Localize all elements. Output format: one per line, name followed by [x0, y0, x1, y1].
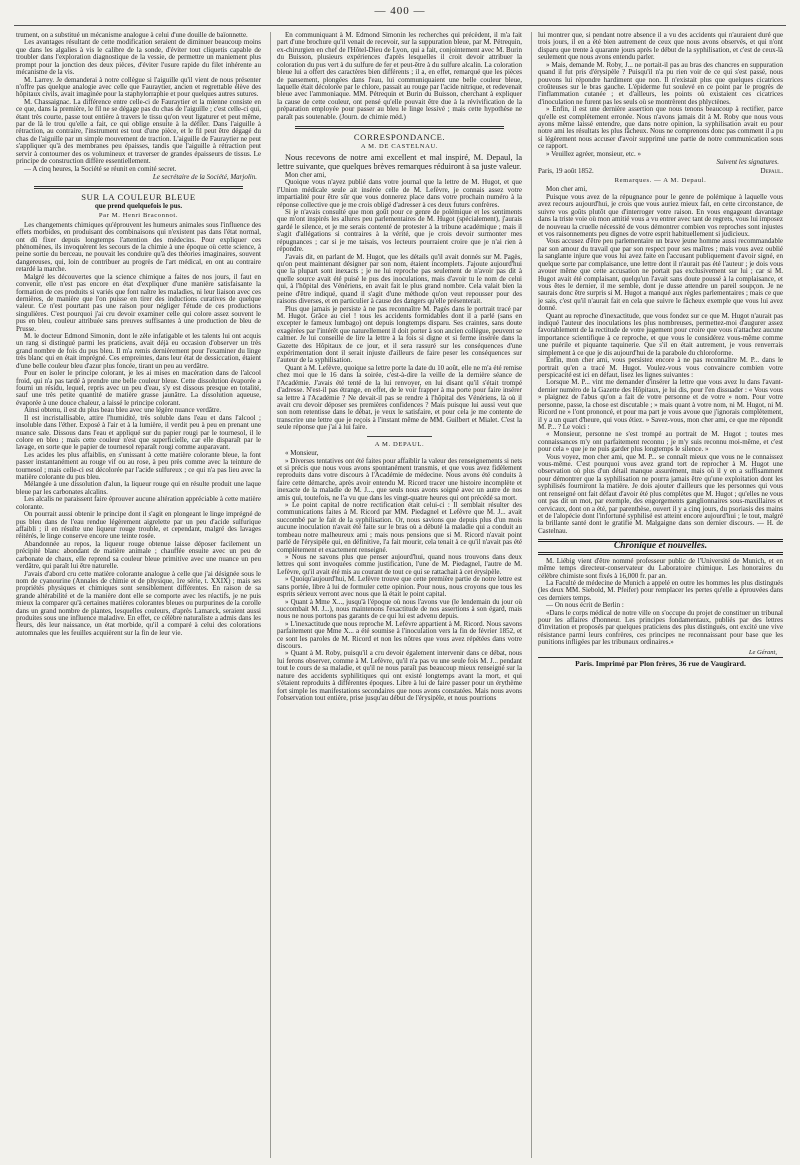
- lead-paragraph: Nous recevons de notre ami excellent et mal inspiré, M. Depaul, la lettre suivante, que quelques brèves remarques réduiront à sa juste valeur.: [277, 152, 522, 171]
- paragraph: Mon cher ami,: [285, 170, 327, 179]
- paragraph: » Enfin, il est une dernière assertion que nous tenons beaucoup à rectifier, parce qu'elle est complètement erronée. Nous n'avons jamais dit à M. Roby que nous vous ayons même laissé entendre, que dans notre opinion, la syphilisation avait eu pour notre ami les résultats les plus fâcheux. Nous ne comprenons donc pas comment il a pu si légèrement nous accuser d'avoir supprimé une partie de notre communication sous ce rapport.: [538, 105, 783, 151]
- column-2: [277, 32, 522, 1160]
- paragraph: « Monsieur,: [285, 449, 319, 458]
- paragraph: — On nous écrit de Berlin :: [546, 601, 624, 610]
- paragraph: lui montrer que, si pendant notre absence il a vu des accidents qui n'auraient duré que trois jours, il en a été bien autrement de ceux que nous avons observés, et qui n'ont disparu que trente à quarante jours après le début de la syphilisation, et c'est de ceux-là seulement que nous avons entendu parler.: [538, 32, 783, 62]
- paragraph: Malgré les découvertes que la science chimique a faites de nos jours, il faut en convenir, elle n'est pas encore en état d'expliquer d'une manière satisfaisante la formation de ces produits si variés que font naître les maladies, ni leur liaison avec ces dernières, de manière que l'on puisse en tirer des inductions curatives de quelque valeur. Ce n'est pourtant pas une raison pour négliger l'étude de ces productions singulières. C'est pourquoi j'ai cru devoir examiner celle qui colore assez souvent le pus en bleu, couleur attribuée sans preuves suffisantes à une production de bleu de Prusse.: [16, 272, 261, 333]
- section-heading: Chronique et nouvelles.: [538, 539, 783, 554]
- paragraph: Vous voyez, mon cher ami, que M. P... se connaît mieux que vous ne le connaissez vous-même. C'est pourquoi vous avez grand tort de reprocher à M. Hugot une observation où plus d'un détail manque assurément, mais où il y en a suffisamment pour démontrer que la syphilisation ne pourra jamais être qu'une exploitation dont les syphilisés fourniront la matière. Je dois ajouter d'ailleurs que les personnes qui vous ont renseigné ont fait défaut d'avoir été plus complètes que M. Hugot ; qu'elles ne vous ont pas dit un mot, par exemple, des engorgements ganglionnaires sous-maxillaires et cervicaux, dont on a été, par parenthèse, ouvert il y a cinq jours, du psoriasis des mains et de l'alopécie dont l'infortuné syphilisé est atteint encore aujourd'hui ; le tout, malgré la brillante santé dont le gratifie M. Malgaigne dans son dernier discours. — H. de Castelnau.: [538, 452, 783, 535]
- paragraph: » Quant à M. Roby, puisqu'il a cru devoir également intervenir dans ce débat, nous lui ferons observer, comme à M. Lefèvre, qu'il n'a pas vu une seule fois M. J... pendant tout le cours de sa maladie, et qu'il ne nous paraît pas beaucoup mieux renseigné sur la nature des accidents syphilitiques qui ont existé longtemps avant la mort, et qui s'étaient reproduits à différentes époques. Libre à lui de faire passer pour un érythème fort simple les manifestations secondaires que nous avons constatées. Mais nous avons l'observation tout entière, prise jusqu'au début de l'érysipèle, et nous pourrions: [277, 649, 522, 703]
- paragraph: » Veuillez agréer, monsieur, etc. »: [546, 149, 641, 158]
- section-heading: SUR LA COULEUR BLEUE: [81, 192, 196, 203]
- paragraph: Ainsi obtenu, il est du plus beau bleu avec une légère nuance verdâtre.: [24, 406, 222, 415]
- section-subtitle: Par M. Henri Braconnot.: [98, 212, 179, 220]
- paragraph: Si je n'avais consulté que mon goût pour ce genre de polémique et les sentiments que m'ont inspirés les allures peu parlementaires de M. Hugot (spécialement), j'aurais gardé le silence, et je me serais contenté de protester à la tribune académique ; mais il s'agit d'allégations si contraires à la vérité, que je crois devoir surmonter mes répugnances ; car si je me taisais, vos lecteurs pourraient croire que je n'ai rien à répondre.: [277, 208, 522, 254]
- paragraph: Les acides les plus affaiblis, en s'unissant à cette matière colorante bleue, la font passer instantanément au rouge vif ou au rose, à peu près comme avec la teinture de tournesol ; mais celle-ci est décolorée par l'acide sulfureux ; ce qui n'a pas lieu avec la matière colorante du pus bleu.: [16, 450, 261, 482]
- imprint-line: Paris. Imprimé par Plon frères, 36 rue de Vaugirard.: [538, 657, 783, 667]
- paragraph: M. Chassaignac. La différence entre celle-ci de Fauraytier et la mienne consiste en ce que, dans la première, le fil ne se dégage pas du chas de l'aiguille ; c'est celle-ci qui, étant très courte, passe tout entière à travers le tissu qu'on veut ligaturer et peut même, par de là le trou qu'elle a fait, ce qui oblige ensuite à la défiler. Dans l'aiguille à rétraction, au contraire, l'instrument est tout d'une pièce, et le fil peut être dégagé du chas de l'aiguille par un simple mouvement de traction. L'aiguille de Fauraytier ne peut s'appliquer qu'à des membranes peu épaisses, tandis que l'aiguille à rétraction peut servir à contourner des os volumineux et traverser de grandes épaisseurs de tissus. Le principe de construction diffère essentiellement.: [16, 97, 261, 166]
- paragraph: En communiquant à M. Edmond Simonin les recherches qui précèdent, il m'a fait part d'une brochure qu'il venait de recevoir, sur la suppuration bleue, par M. Pétrequin, ex-chirurgien en chef de l'Hôtel-Dieu de Lyon, qui a fait, conjointement avec M. Burin du Buisson, plusieurs expériences d'après lesquelles il croit devoir attribuer la coloration du pus vert à du sulfure de fer et peut-être à du sulfure alcalin. La coloration bleue lui a offert des caractères bien différents ; il a, en effet, remarqué que les pièces de pansement, plongées dans l'eau, lui communiquaient une belle couleur bleue, laquelle était décolorée par le chlore, passait au rouge par l'acide nitrique, et redevenait bleue avec l'ammoniaque. MM. Pétrequin et Burin du Buisson, cherchant à expliquer la cause de cette couleur, ont pensé qu'elle pouvait être due à la révivification de la préparation employée pour passer au bleu le linge lessivé ; mais cette hypothèse ne paraît pas soutenable. (Journ. de chimie méd.): [277, 32, 522, 121]
- paragraph: Les alcalis ne paraissent faire éprouver aucune altération appréciable à cette matière colorante.: [16, 495, 261, 511]
- paragraph: Quant au reproche d'inexactitude, que vous fondez sur ce que M. Hugot n'aurait pas indiqué l'auteur des inoculations les plus nombreuses, permettez-moi d'augurer assez favorablement de la rectitude de votre jugement pour croire que vous n'attachez aucune importance scientifique à ce reproche, et que vous le considérez vous-même comme une puérile et piquante taquinerie. Que s'il en était autrement, je vous renverrais simplement à ce que je dis aujourd'hui de la parabole du chloroforme.: [538, 311, 783, 357]
- dateline: [538, 168, 783, 175]
- dateline-place-date: Paris, 19 août 1852.: [538, 166, 594, 175]
- dateline-signer: Depaul.: [760, 166, 783, 175]
- paragraph: » Le point capital de notre rectification était celui-ci : Il semblait résulter des communications faites à M. Ricord par MM. Piedagnel et Lefèvre que M. J... avait succombé par le fait de la syphilisation. Or, nous savions que depuis plus d'un mois aucune inoculation n'avait été faite sur le bras où a débuté la maladie qui a conduit au tombeau notre malheureux ami ; mais nous pensions que si M. Ricord n'avait point parlé de l'érysipèle qui, en définitive, l'a fait mourir, cela tenait à ce qu'il n'avait pas été complètement et exactement renseigné.: [277, 501, 522, 554]
- section-subtitle: Remarques. — A M. Depaul.: [614, 177, 707, 185]
- paragraph: « Monsieur, personne ne s'est trompé au portrait de M. Hugot ; toutes mes connaissances m'y ont parfaitement reconnu ; je m'y suis reconnu moi-même, et c'est pour cela » que je ne puis garder plus longtemps le silence. »: [538, 430, 783, 454]
- paragraph: Il est incristallisable, attire l'humidité, très soluble dans l'eau et dans l'alcool ; insoluble dans l'éther. Exposé à l'air et à la lumière, il verdit peu à peu en prenant une nuance sale. Dissous dans l'eau et appliqué sur du papier rougi par le tournesol, il le colore en bleu ; mais cette couleur n'est que superficielle, car elle disparaît par le lavage, en sorte que le papier de tournesol reparaît rougi comme auparavant.: [16, 413, 261, 452]
- column-divider: [270, 32, 271, 1158]
- paragraph: Mon cher ami,: [546, 185, 588, 194]
- signature: Suivent les signatures.: [716, 158, 779, 167]
- paragraph: » Nous ne savons plus que penser aujourd'hui, quand nous trouvons dans deux lettres qui sont invoquées comme justification, l'une de M. Piedagnel, l'autre de M. Lefèvre, qu'il avait été mis au courant de tout ce qui se rattachait à cet érysipèle.: [277, 553, 522, 576]
- section-subheading: que prend quelquefois le pus.: [94, 201, 183, 210]
- paragraph: » Diverses tentatives ont été faites pour affaiblir la valeur des renseignements si nets et si précis que nous vous avons spontanément transmis, et que vous avez fidèlement reproduits dans votre discours à l'Académie de médecine. Nous avons été conduits à faire cette démarche, après avoir entendu M. Ricord tracer une histoire incomplète et inexacte de la maladie de M. J..., que seuls nous avons soigné avec un autre de nos amis qui, toutefois, ne l'a vu que dans les vingt-quatre heures qui ont précédé sa mort.: [277, 456, 522, 502]
- paragraph: Puisque vous avez de la répugnance pour le genre de polémique à laquelle vous avez recours aujourd'hui, je crois que vous auriez mieux fait, en cette circonstance, de suivre vos goûts plutôt que d'interroger votre raison. En vous engageant davantage dans la triste voie où mon amitié vous a vu entrer avec tant de regrets, vous lui imposez de nouveau la cruelle nécessité de vous démontrer combien vos reproches sont injustes et vos raisonnements peu dignes de votre esprit habituellement si judicieux.: [538, 192, 783, 238]
- paragraph: » Quoiqu'aujourd'hui, M. Lefèvre trouve que cette première partie de notre lettre est sans portée, libre à lui de formuler cette opinion. Pour nous, nous croyons que tous les esprits sérieux verront avec nous que là était le point capital.: [277, 575, 522, 599]
- page-number: — 400 —: [374, 5, 426, 17]
- column-divider: [531, 32, 532, 1158]
- paragraph: Les avantages résultant de cette modification seraient de diminuer beaucoup moins que dans les algalies à vis le calibre de la sonde, d'éviter tout cliquetis capable de troubler dans l'exploration diagnostique de la vessie, de permettre un maniement plus prompt pour la jonction des deux pièces, d'éviter l'usure rapide du filet inhérente au mécanisme de la vis.: [16, 38, 261, 77]
- paragraph: — A cinq heures, la Société se réunit en comité secret.: [24, 164, 177, 173]
- paragraph: Vous accusez d'être peu parlementaire un brave jeune homme aussi recommandable par son amour du travail que par son respect pour ses maîtres ; mais vous avez oublié la sanglante injure que vous lui avez faite en l'accusant publiquement d'avoir signé, en quelque sorte par complaisance, une lettre dont il n'aurait pas été l'auteur ; je dois vous avouer même que cette accusation ne portait pas exclusivement sur lui ; car si M. Hugot avait été complaisant, quelqu'un l'avait sans doute poussé à la complaisance, et vous êtes le dernier, il me semble, dont je dusse attendre un pareil soupçon. Je ne saurais donc être surpris si M. Hugot a manqué aux règles parlementaires ; mais ce que je sais, c'est qu'il n'aurait fait en cela que suivre le fâcheux exemple que vous lui avez donné.: [538, 237, 783, 313]
- column-1: [16, 32, 261, 1160]
- paragraph: Plus que jamais je persiste à ne pas reconnaître M. Pagès dans le portrait tracé par M. Hugot. Grâce au ciel ! tous les accidents formidables dont il a parlé (sans en excepter le fameux lumbago) ont depuis longtemps disparu. Ses craintes, sans doute exagérées par l'intérêt que naturellement il doit porter à son ancien collègue, peuvent se calmer. Je lui conseille de lire la lettre à la fois si digne et si ferme insérée dans la Gazette des Hôpitaux de ce jour, et il sera rassuré sur les conséquences d'une expérimentation dont il serait injuste d'ailleurs de faire peser les conséquences sur l'auteur de la syphilisation.: [277, 304, 522, 365]
- paragraph: La Faculté de médecine de Munich a appelé en outre les hommes les plus distingués (les deux MM. Siebold, M. Pfeifer) pour remplacer les pertes qu'elle a éprouvées dans ces derniers temps.: [538, 578, 783, 602]
- section-subtitle: A M. DEPAUL.: [374, 440, 425, 448]
- publisher-note: Le Gérant,: [748, 648, 777, 656]
- paragraph: » Mais, demande M. Roby, J... ne portait-il pas au bras des chancres en suppuration quand il fut pris d'érysipèle ? Puisqu'il n'a pu rien voir de ce qui s'est passé, nous pouvons lui répondre hardiment que non. Il n'existait plus que quelques cicatrices croûteuses sur le bras gauche. L'épiderme fut soulevé en ce point par le progrès de l'inflammation cutanée ; et d'ailleurs, les points où existaient ces cicatrices d'inoculation ne furent pas les seuls où se montrèrent des phlyctènes.: [538, 60, 783, 106]
- paragraph: J'avais dit, en parlant de M. Hugot, que les détails qu'il avait donnés sur M. Pagès, qu'on peut maintenant désigner par son nom, étaient incomplets. J'ajoute aujourd'hui que la plupart sont inexacts ; je ne lui reproche pas seulement de n'avoir pas dit à quelle source avait été puisé le pus des inoculations, mais d'avoir tu le nom de celui qui, à l'hôpital des Vénériens, en avait fait le plus grand nombre. Cela valait bien la peine d'être indiqué, quand il s'agit d'une méthode qu'on veut repousser pour des raisons diverses, et en particulier à cause des dangers qu'elle présenterait.: [277, 252, 522, 306]
- paragraph: M. le docteur Edmond Simonin, dont le zèle infatigable et les talents lui ont acquis un rang si distingué parmi les praticiens, avait déjà eu occasion d'observer un très grand nombre de fois du pus bleu. Il m'a remis dernièrement pour l'examiner du linge très blanc qui en était imprégné. Ces empreintes, dans leur état de dessiccation, étaient d'une belle couleur bleu d'azur plus foncée, tirant un peu au verdâtre.: [16, 332, 261, 370]
- paragraph: Quant à M. Lefèvre, quoique sa lettre porte la date du 10 août, elle ne m'a été remise chez moi que le 16 dans la soirée, c'est-à-dire la veille de la dernière séance de l'Académie. J'avais été tenté de la lui renvoyer, en lui disant qu'il s'était trompé d'adresse. N'est-il pas étrange, en effet, de le voir frapper à ma porte pour faire insérer sa lettre à l'Académie ? Ne devait-il pas se rendre à l'hôpital des Vénériens, là où il avait cru devoir déposer ses premières confidences ? Mais puisque lui aussi veut que son nom retentisse dans le débat, je veux le satisfaire, et pour cela je me contente de transcrire une lettre que je reçois à l'instant même de MM. Guilbert et Mialet. C'est la seule réponse que j'ai à lui faire.: [277, 363, 522, 432]
- signature: Le secrétaire de la Société, Marjolin.: [152, 173, 257, 182]
- paragraph: Pour en isoler le principe colorant, je les ai mises en macération dans de l'alcool froid, qui n'a pas tardé à prendre une belle couleur bleue. Cette dissolution évaporée a fourni un résidu, lequel, repris avec un peu d'eau, s'y est dissous presque en totalité, sauf une très petite quantité de matière grasse jaunâtre. La dissolution aqueuse, évaporée à une douce chaleur, a laissé le principe colorant.: [16, 369, 261, 407]
- section-heading: CORRESPONDANCE.: [353, 132, 446, 143]
- paragraph: Quoique vous n'ayez publié dans votre journal que la lettre de M. Hugot, et que l'Union médicale seule ait insérée celle de M. Lefèvre, je connais assez votre impartialité pour être sûr que vous donnerez place dans votre prochain numéro à la réponse collective que je me crois obligé d'adresser à ces deux futurs confrères.: [277, 178, 522, 209]
- section-subtitle: A M. DE CASTELNAU.: [360, 143, 439, 151]
- paragraph: » L'inexactitude que nous reproche M. Lefèvre appartient à M. Ricord. Nous savons parfaitement que Mme X... a été soumise à l'inoculation vers la fin de février 1852, et ce sont les paroles de M. Ricord et non les nôtres que vous avez répétées dans votre discours.: [277, 619, 522, 651]
- column-3: [538, 32, 783, 1160]
- paragraph: «Dans le corps médical de notre ville on s'occupe du projet de constituer un tribunal pour les affaires d'honneur. Les principes fondamentaux, publiés par des lettres d'invitation et proposés par quelques praticiens des plus distingués, ont excité une vive résistance parmi leurs confrères, ces principes ne reconnaissant pour base que les punitions infligées par les tribunaux ordinaires.»: [538, 608, 783, 647]
- paragraph: » Quant à Mme X..., jusqu'à l'époque où nous l'avons vue (le lendemain du jour où succombait M. J...), nous maintenons l'exactitude de nos assertions à son égard, mais nous ne nous portons pas garants de ce qui lui est advenu depuis.: [277, 597, 522, 621]
- paragraph: M. Larrey. Je demanderai à notre collègue si l'aiguille qu'il vient de nous présenter n'offre pas quelque analogie avec celle que Fauraytier, ancien et regrettable élève des hôpitaux civils, avait imaginée pour la staphylorraphie et pour quelques autres sutures.: [16, 75, 261, 99]
- section-rule: [34, 186, 243, 189]
- section-rule: [367, 436, 432, 437]
- paragraph: M. Liébig vient d'être nommé professeur public de l'Université de Munich, et en même temps directeur-conservateur du Laboratoire chimique. Les honoraires du célèbre chimiste sont fixés à 16,000 fr. par an.: [538, 556, 783, 580]
- section-rule: [295, 126, 504, 129]
- paragraph: Mélangée à une dissolution d'alun, la liqueur rouge qui en résulte produit une laque bleue par les carbonates alcalins.: [16, 480, 261, 496]
- paragraph: Abandonnée au repos, la liqueur rouge obtenue laisse déposer facilement un précipité blanc abondant de matière animale ; chauffée ensuite avec un peu de carbonate de chaux, elle reprend sa couleur bleue primitive avec une nuance un peu verdâtre, qui paraît lui être naturelle.: [16, 539, 261, 571]
- paragraph: On pourrait aussi obtenir le principe dont il s'agit en plongeant le linge imprégné de pus bleu dans de l'eau rendue légèrement aigrelette par un peu d'acide sulfurique affaibli ; il en résulte une liqueur rouge trouble, et cependant, malgré des lavages réitérés, le linge conserve encore une teinte rosée.: [16, 510, 261, 541]
- paragraph: trument, on a substitué un mécanisme analogue à celui d'une douille de baïonnette.: [16, 32, 248, 39]
- paragraph: J'avais d'abord cru cette matière colorante analogue à celle que j'ai désignée sous le nom de cyanourine (Annales de chimie et de physique, 1re série, t. XXIX) ; mais ses propriétés physiques et chimiques sont sensiblement différentes. En raison de sa grande altérabilité et de la manière dont elle se comporte avec les réactifs, je ne puis mieux la comparer qu'à certaines matières colorantes bleues ou purpurines de la corolle dans un grand nombre de plantes, lesquelles couleurs, d'après Lamarck, seraient aussi produites sous une influence maladive. En effet, ce célèbre naturaliste a admis dans les fleurs, dès leur naissance, un état morbide, qu'il a comparé à celui des colorations automnales que les feuilles acquièrent sur la fin de leur vie.: [16, 569, 261, 637]
- paragraph: Lorsque M. P... vint me demander d'insérer la lettre que vous avez lu dans l'avant-dernier numéro de la Gazette des Hôpitaux, je lui dis, pour l'en dissuader : « Vous vous » plaignez de l'abus qu'on a fait de votre personne et de votre » nom. Pour votre personne, passe, la chose est discutable ; » mais quant à votre nom, ni M. Hugot, ni M. Ricord ne » l'ont prononcé, et pour ma part je vous avoue que j'ignorais complètement, il y a un quart d'heure, qui vous étiez. » Savez-vous, mon cher ami, ce que me répondit M. P... ? Le voici :: [538, 378, 783, 431]
- paragraph: Enfin, mon cher ami, vous persistez encore à ne pas reconnaître M. P... dans le portrait qu'en a tracé M. Hugot. Voulez-vous vous convaincre combien votre perspicacité est ici en défaut, lisez les lignes suivantes :: [538, 356, 783, 379]
- header-rule: [14, 25, 786, 26]
- paragraph: Les changements chimiques qu'éprouvent les humeurs animales sous l'influence des effets morbides, en produisant des combinaisons qui n'existent pas dans l'état normal, ont dû fixer depuis longtemps l'attention des médecins. Pour expliquer ces phénomènes, ils invoquèrent les secours de la chimie à une époque où cette science, à peine sortie du berceau, ne pouvait les conduire qu'à des théories imaginaires, souvent dangereuses, qui, loin de contribuer au progrès de l'art médical, en ont au contraire retardé la marche.: [16, 220, 261, 274]
